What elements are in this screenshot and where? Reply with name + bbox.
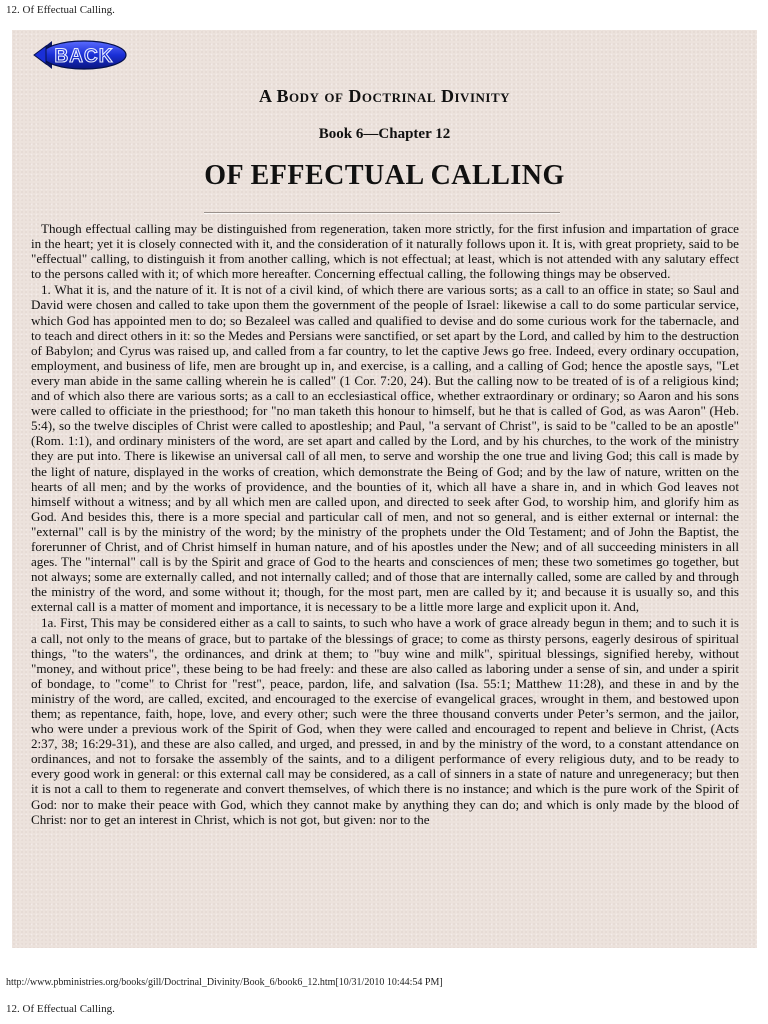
body-paragraph: 1a. First, This may be considered either as a call to saints, to such who have a work of grace already begun in them; and to such it is a call, not only to the means of grace, but to partake of the blessings of grace; to come as thirsty persons, eagerly desirous of spiritual things, "to the waters", the ordinances, and drink at them; to "buy wine and milk", spiritual blessings, signified hereby, without "money, and without price", these being to be had freely: and these are also called as laboring under a sense of sin, and under a spirit of bondage, to "come" to Christ for "rest", peace, pardon, life, and salvation (Isa. 55:1; Matthew 11:28), and these in and by the ministry of the word, are called, excited, and encouraged to the exercise of evangelical graces, wrought in them, and bestowed upon them; as repentance, faith, hope, love, and every other; such were the three thousand converts under Peter’s sermon, and the jailor, who were under a previous work of the Spirit of God, when they were called and encouraged to repent and believe in Christ, (Acts 2:37, 38; 16:29-31), and these are also called, and urged, and pressed, in and by the ministry of the word, to a constant attendance on ordinances, and not to forsake the assembly of the saints, and to a diligent performance of every religious duty, and to be ready to every good work in general: or this external call may be considered, as a call of sinners in a state of nature and unregeneracy; but then it is not a call to them to regenerate and convert themselves, of which there is no instance; and which is the pure work of the Spirit of God: nor to make their peace with God, which they cannot make by anything they can do; and which is only made by the blood of Christ: nor to get an interest in Christ, which is not got, but given: nor to the <box>31 615 739 827</box>
chapter-title: OF EFFECTUAL CALLING <box>204 160 565 191</box>
body-paragraph: 1. What it is, and the nature of it. It is not of a civil kind, of which there are various sorts; as a call to an office in state; so Saul and David were chosen and called to take upon them the government of the people of Israel: likewise a call to do some particular service, which God has appointed men to do; so Bezaleel was called and qualified to devise and do some curious work for the tabernacle, and to teach and direct others in it: so the Medes and Persians were sanctified, or set apart by the Lord, and called by him to the destruction of Babylon; and Cyrus was raised up, and called from a far country, to let the captive Jews go free. Indeed, every ordinary occupation, employment, and business of life, men are brought up in, and exercise, is a calling, and a calling of God; hence the apostle says, "Let every man abide in the same calling wherein he is called" (1 Cor. 7:20, 24). But the calling now to be treated of is of a religious kind; and of which also there are various sorts; as a call to an ecclesiastical office, whether extraordinary or ordinary; so Aaron and his sons were called to officiate in the priesthood; for "no man taketh this honour to himself, but he that is called of God, as was Aaron" (Heb. 5:4), so the twelve disciples of Christ were called to apostleship; and Paul, "a servant of Christ", is said to be "called to be an apostle" (Rom. 1:1), and ordinary ministers of the word, are set apart and called by the Lord, and by his churches, to the work of the ministry they are put into. There is likewise an universal call of all men, to serve and worship the one true and living God; this call is made by the light of nature, displayed in the works of creation, which demonstrate the Being of God; and by the law of nature, written on the hearts of all men; and by the works of providence, and the bounties of it, which all have a share in, and in which God leaves not himself without a witness; and by all which men are called upon, and directed to seek after God, to worship him, and glorify him as God. And besides this, there is a more special and particular call of men, and not so general, and is either external or internal: the "external" call is by the ministry of the word; by the ministry of the prophets under the Old Testament; and of John the Baptist, the forerunner of Christ, and of Christ himself in human nature, and of his apostles under the New; and of all succeeding ministers in all ages. The "internal" call is by the Spirit and grace of God to the hearts and consciences of men; these two sometimes go together, but not always; some are externally called, and not internally called; and of those that are internally called, some are called by and through the ministry of the word, and some without it; though, for the most part, men are called by it; and because it is usually so, and this external call is a matter of moment and importance, it is necessary to be a little more large and explicit upon it. And, <box>31 282 739 615</box>
back-button-label: BACK <box>54 46 114 67</box>
back-button[interactable] <box>32 38 128 72</box>
title-divider <box>204 212 560 214</box>
source-url: http://www.pbministries.org/books/gill/Doctrinal_Divinity/Book_6/book6_12.htm[10/31/2010 10:44:54 PM] <box>6 977 443 988</box>
book-title: A Body of Doctrinal Divinity <box>258 86 511 106</box>
chapter-body <box>31 221 739 828</box>
back-arrow-icon <box>32 38 128 72</box>
body-paragraph: Though effectual calling may be distinguished from regeneration, taken more strictly, for the first infusion and impartation of grace in the heart; yet it is closely connected with it, and the consideration of it naturally follows upon it. It is, with great propriety, said to be "effectual" calling, to distinguish it from another calling, which is not effectual; at least, which is not attended with any salutary effect to the persons called with it; of which more hereafter. Concerning effectual calling, the following things may be observed. <box>31 221 739 282</box>
print-header-title: 12. Of Effectual Calling. <box>6 4 115 16</box>
page-content <box>12 30 757 948</box>
print-footer-title: 12. Of Effectual Calling. <box>6 1003 115 1015</box>
chapter-label: Book 6—Chapter 12 <box>318 126 451 142</box>
